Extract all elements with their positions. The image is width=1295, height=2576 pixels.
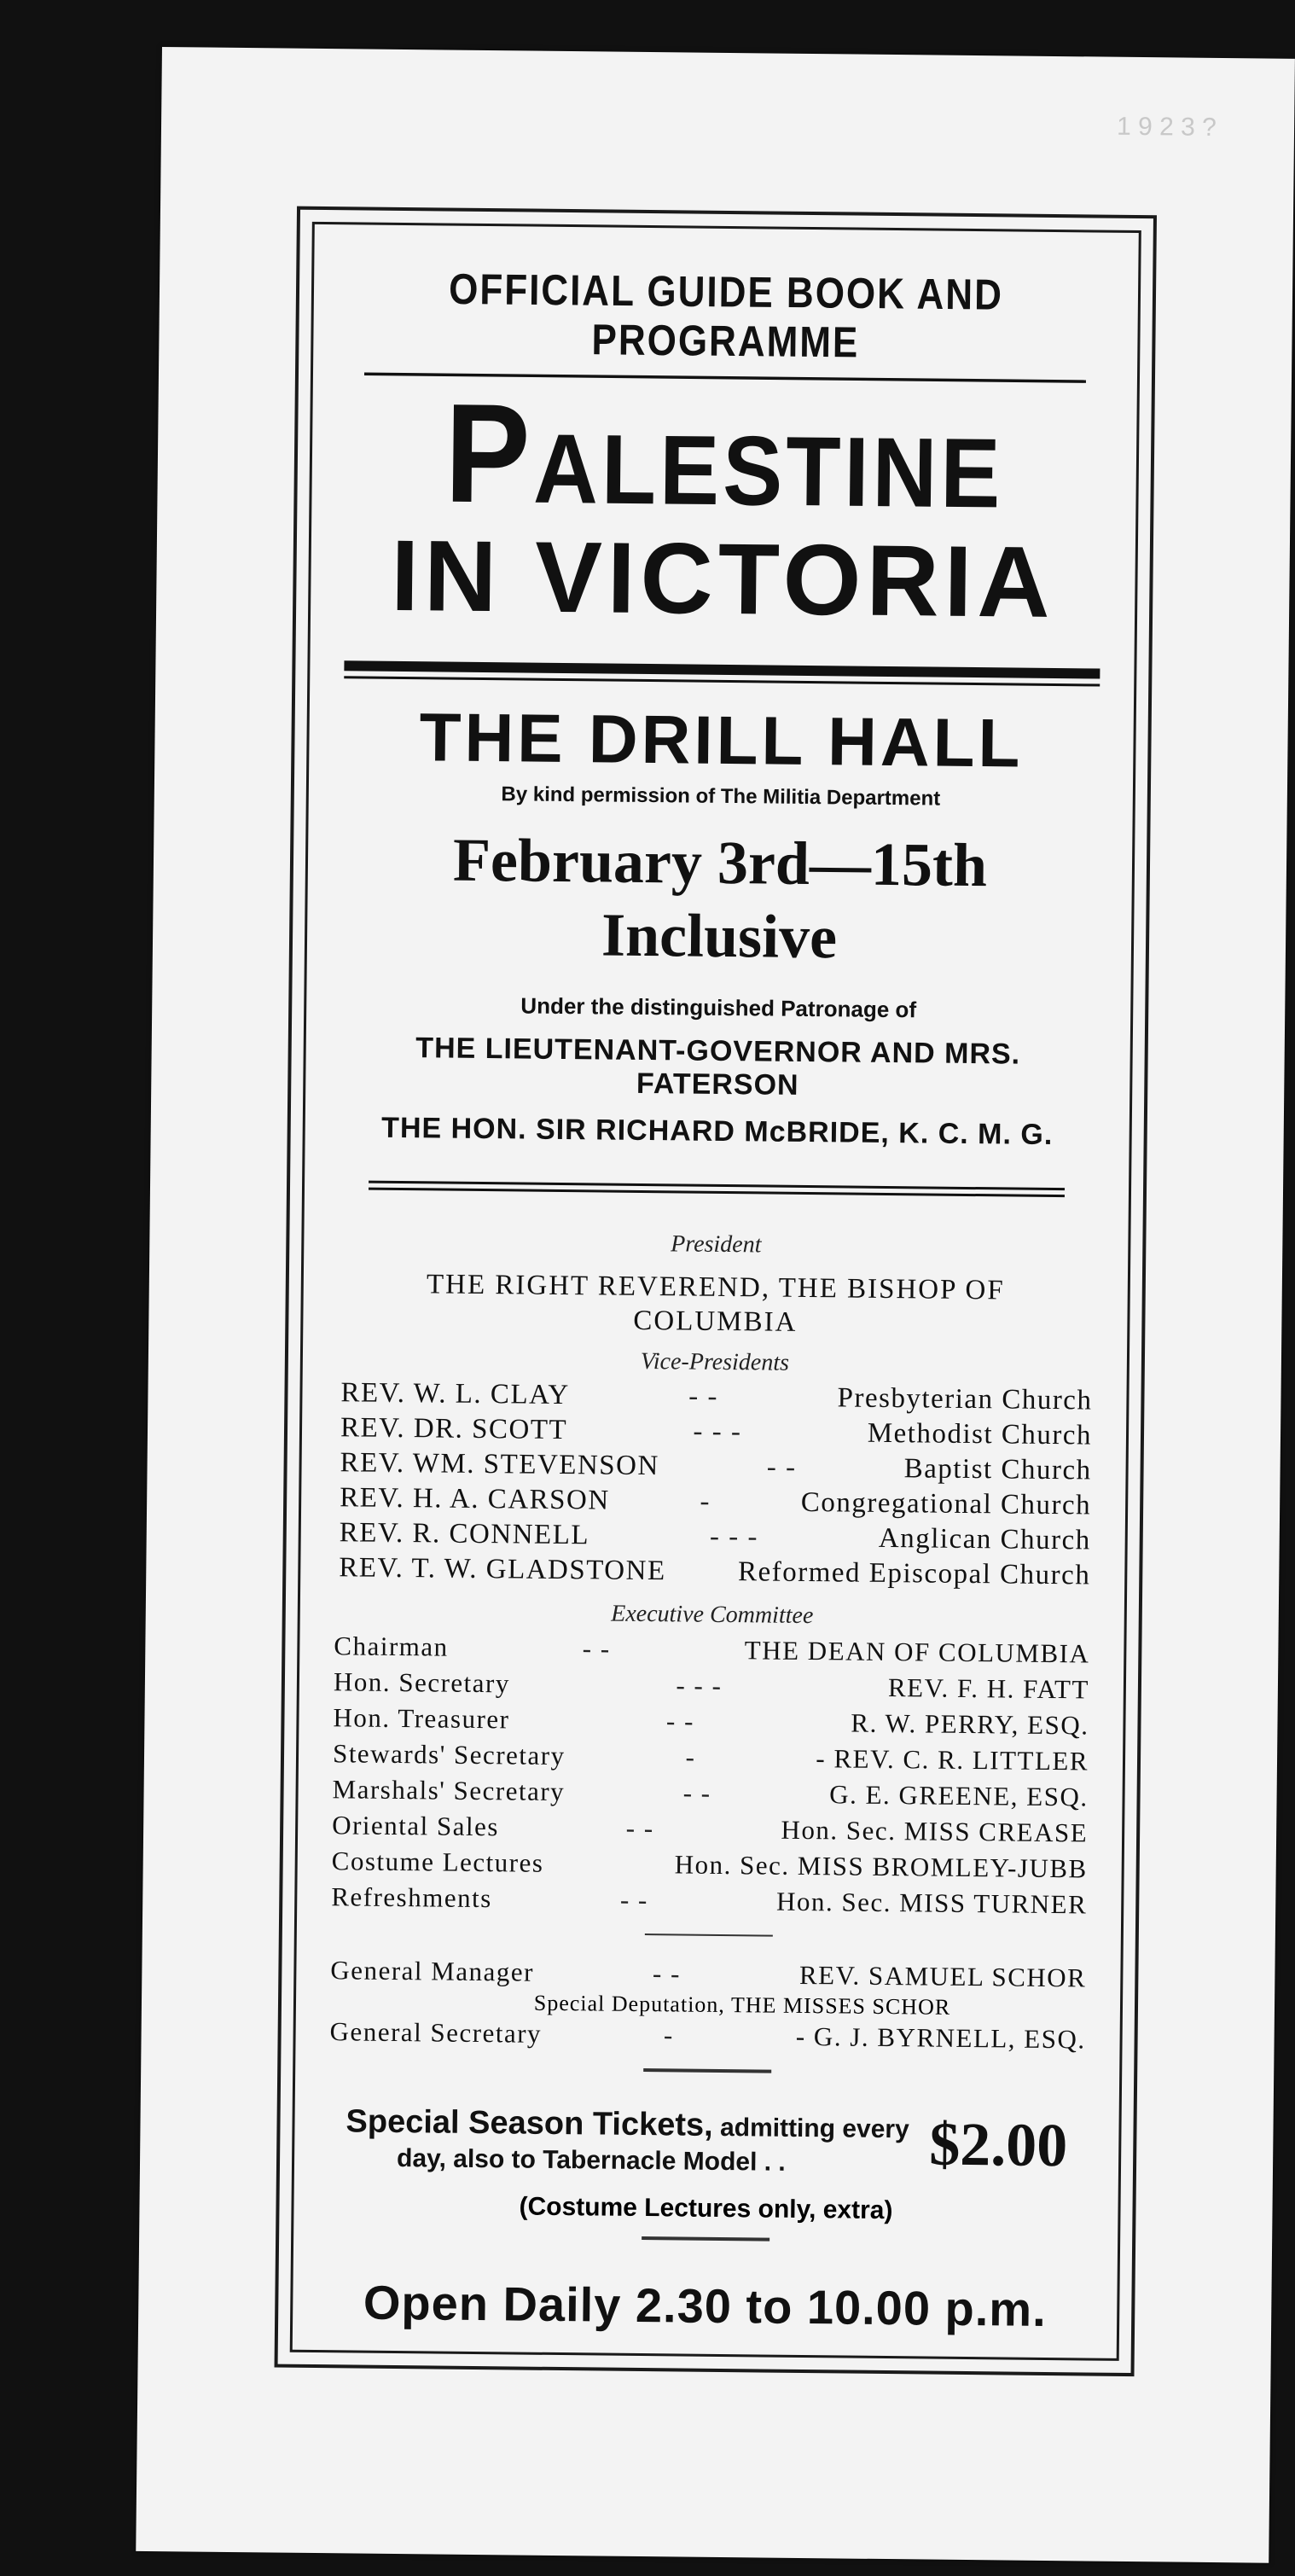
costume-note: (Costume Lectures only, extra) xyxy=(519,2192,893,2225)
title-palestine: Palestine xyxy=(444,374,1005,538)
executive-list xyxy=(331,1628,1089,1922)
list-item: REV. DR. SCOTT - - - Methodist Church xyxy=(340,1412,1093,1451)
list-item: REV. R. CONNELL - - - Anglican Church xyxy=(339,1517,1091,1556)
short-divider-3 xyxy=(642,2236,769,2242)
tickets-line-2: day, also to Tabernacle Model . . xyxy=(396,2144,786,2177)
list-item: REV. WM. STEVENSON - - Baptist Church xyxy=(340,1447,1092,1486)
patron-line-2: THE HON. SIR RICHARD McBRIDE, K. C. M. G. xyxy=(380,1111,1054,1152)
venue-name: THE DRILL HALL xyxy=(419,699,1024,782)
pencil-annotation: 1 9 2 3 ? xyxy=(1116,112,1217,142)
short-divider xyxy=(645,1933,773,1937)
title-in-victoria: IN VICTORIA xyxy=(390,519,1056,639)
vice-presidents-list xyxy=(334,1375,1093,1593)
list-item: Marshals' Secretary - - G. E. GREENE, ESQ. xyxy=(332,1774,1089,1812)
list-item: Hon. Secretary - - - REV. F. H. FATT xyxy=(333,1666,1090,1705)
list-item: Stewards' Secretary - - REV. C. R. LITTLER xyxy=(332,1738,1089,1776)
programme-content xyxy=(327,224,1105,2337)
list-item: REV. W. L. CLAY - - Presbyterian Church xyxy=(340,1377,1093,1416)
tickets-title: Special Season Tickets, xyxy=(346,2103,713,2143)
list-item: REV. T. W. GLADSTONE Reformed Episcopal Church xyxy=(339,1552,1091,1591)
list-item: Refreshments - - Hon. Sec. MISS TURNER xyxy=(331,1881,1088,1920)
outer-border xyxy=(275,206,1157,2376)
president-heading: President xyxy=(671,1230,762,1259)
list-item: REV. H. A. CARSON - Congregational Church xyxy=(340,1482,1092,1521)
general-manager-row: General Manager - - REV. SAMUEL SCHOR xyxy=(330,1955,1087,1993)
short-divider-2 xyxy=(643,2068,771,2073)
vice-presidents-heading: Vice-Presidents xyxy=(640,1347,790,1376)
general-secretary-row: General Secretary - - G. J. BYRNELL, ESQ. xyxy=(329,2016,1086,2055)
ticket-price: $2.00 xyxy=(928,2109,1068,2180)
patronage-intro: Under the distinguished Patronage of xyxy=(520,992,917,1023)
list-item: Oriental Sales - - Hon. Sec. MISS CREASE xyxy=(332,1810,1089,1848)
event-dates: February 3rd—15th Inclusive xyxy=(452,825,988,972)
list-item: Chairman - - THE DEAN OF COLUMBIA xyxy=(334,1631,1090,1669)
patron-line-1: THE LIEUTENANT-GOVERNOR AND MRS. FATERSON xyxy=(415,1032,1021,1102)
list-item: Costume Lectures Hon. Sec. MISS BROMLEY-JUBB xyxy=(331,1846,1088,1884)
president-name: THE RIGHT REVEREND, THE BISHOP OF COLUMBIA xyxy=(426,1269,1005,1338)
tickets-line-1: admitting every xyxy=(712,2113,909,2144)
season-tickets xyxy=(328,2102,1085,2181)
list-item: Hon. Treasurer - - R. W. PERRY, ESQ. xyxy=(333,1702,1089,1741)
management-list xyxy=(329,1952,1086,2057)
opening-hours: Open Daily 2.30 to 10.00 p.m. xyxy=(363,2275,1048,2336)
special-deputation: Special Deputation, THE MISSES SCHOR xyxy=(533,1990,951,2020)
inner-border xyxy=(290,222,1141,2361)
double-divider xyxy=(369,1181,1065,1198)
executive-heading: Executive Committee xyxy=(611,1600,814,1630)
guide-heading: OFFICIAL GUIDE BOOK AND PROGRAMME xyxy=(364,265,1087,383)
programme-page xyxy=(136,47,1295,2563)
permission-note: By kind permission of The Militia Department xyxy=(501,782,941,811)
thick-divider xyxy=(344,660,1100,678)
